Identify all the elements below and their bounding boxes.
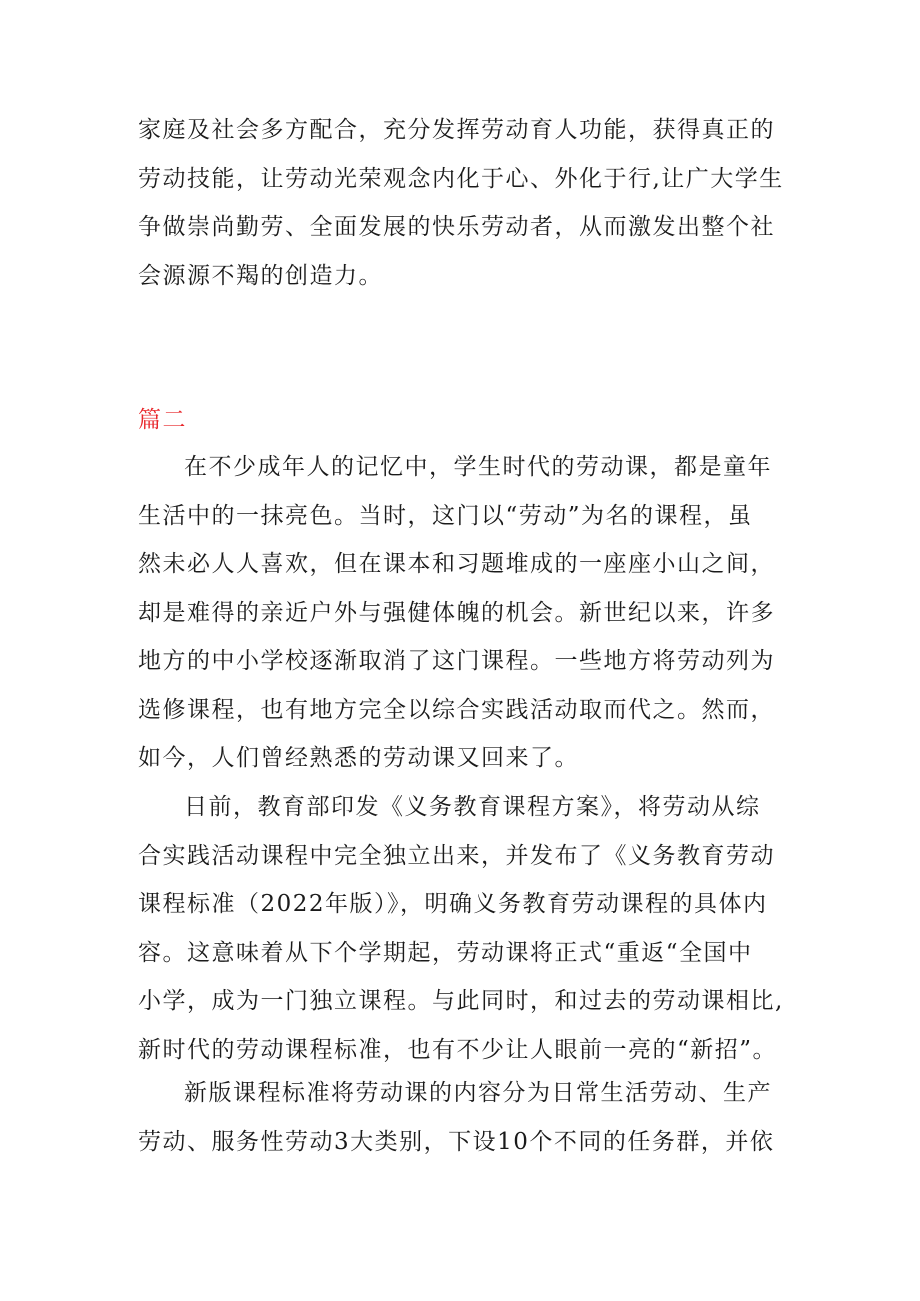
- paragraph-1: [138, 443, 798, 783]
- text-line: 地方的中小学校逐渐取消了这门课程。一些地方将劳动列为: [138, 648, 775, 674]
- text-line: 日前，教育部印发《义务教育课程方案》，将劳动从综: [184, 794, 761, 820]
- text-line: 新版课程标准将劳动课的内容分为日常生活劳动、生产: [184, 1080, 772, 1106]
- text-line: 争做崇尚勤劳、全面发展的快乐劳动者，从而激发出整个社: [138, 214, 775, 240]
- text-line: 家庭及社会多方配合，充分发挥劳动育人功能，获得真正的: [138, 117, 775, 143]
- text-line: 容。这意味着从下个学期起，劳动课将正式“重返“全国中: [138, 939, 753, 966]
- paragraph-2: [138, 783, 798, 1074]
- text-line: 劳动技能，让劳动光荣观念内化于心、外化于行,让广大学生: [138, 165, 784, 192]
- intro-paragraph: [138, 106, 798, 300]
- text-line: 会源源不羯的创造力。: [138, 262, 383, 289]
- paragraph-3: [138, 1069, 798, 1166]
- section-heading: 篇二: [138, 407, 187, 433]
- text-line: 新时代的劳动课程标准，也有不少让人眼前一亮的“新招”。: [138, 1036, 778, 1063]
- text-line: 在不少成年人的记忆中，学生时代的劳动课，都是童年: [184, 454, 772, 480]
- text-line: 然未必人人喜欢，但在课本和习题堆成的一座座小山之间，: [138, 551, 775, 577]
- text-line: 合实践活动课程中完全独立出来，并发布了《义务教育劳动: [138, 842, 775, 869]
- text-line: 却是难得的亲近户外与强健体魄的机会。新世纪以来，许多: [138, 599, 775, 626]
- text-line: 劳动、服务性劳动3大类别，下设10个不同的任务群，并依: [138, 1128, 775, 1155]
- text-line: 如今，人们曾经熟悉的劳动课又回来了。: [138, 745, 579, 771]
- text-line: 小学，成为一门独立课程。与此同时，和过去的劳动课相比,: [138, 988, 784, 1014]
- text-line: 生活中的一抹亮色。当时，这门以“劳动”为名的课程，虽: [138, 502, 753, 529]
- text-line: 选修课程，也有地方完全以综合实践活动取而代之。然而，: [138, 696, 775, 723]
- text-line: 课程标准（2022年版）》，明确义务教育劳动课程的具体内: [138, 891, 768, 917]
